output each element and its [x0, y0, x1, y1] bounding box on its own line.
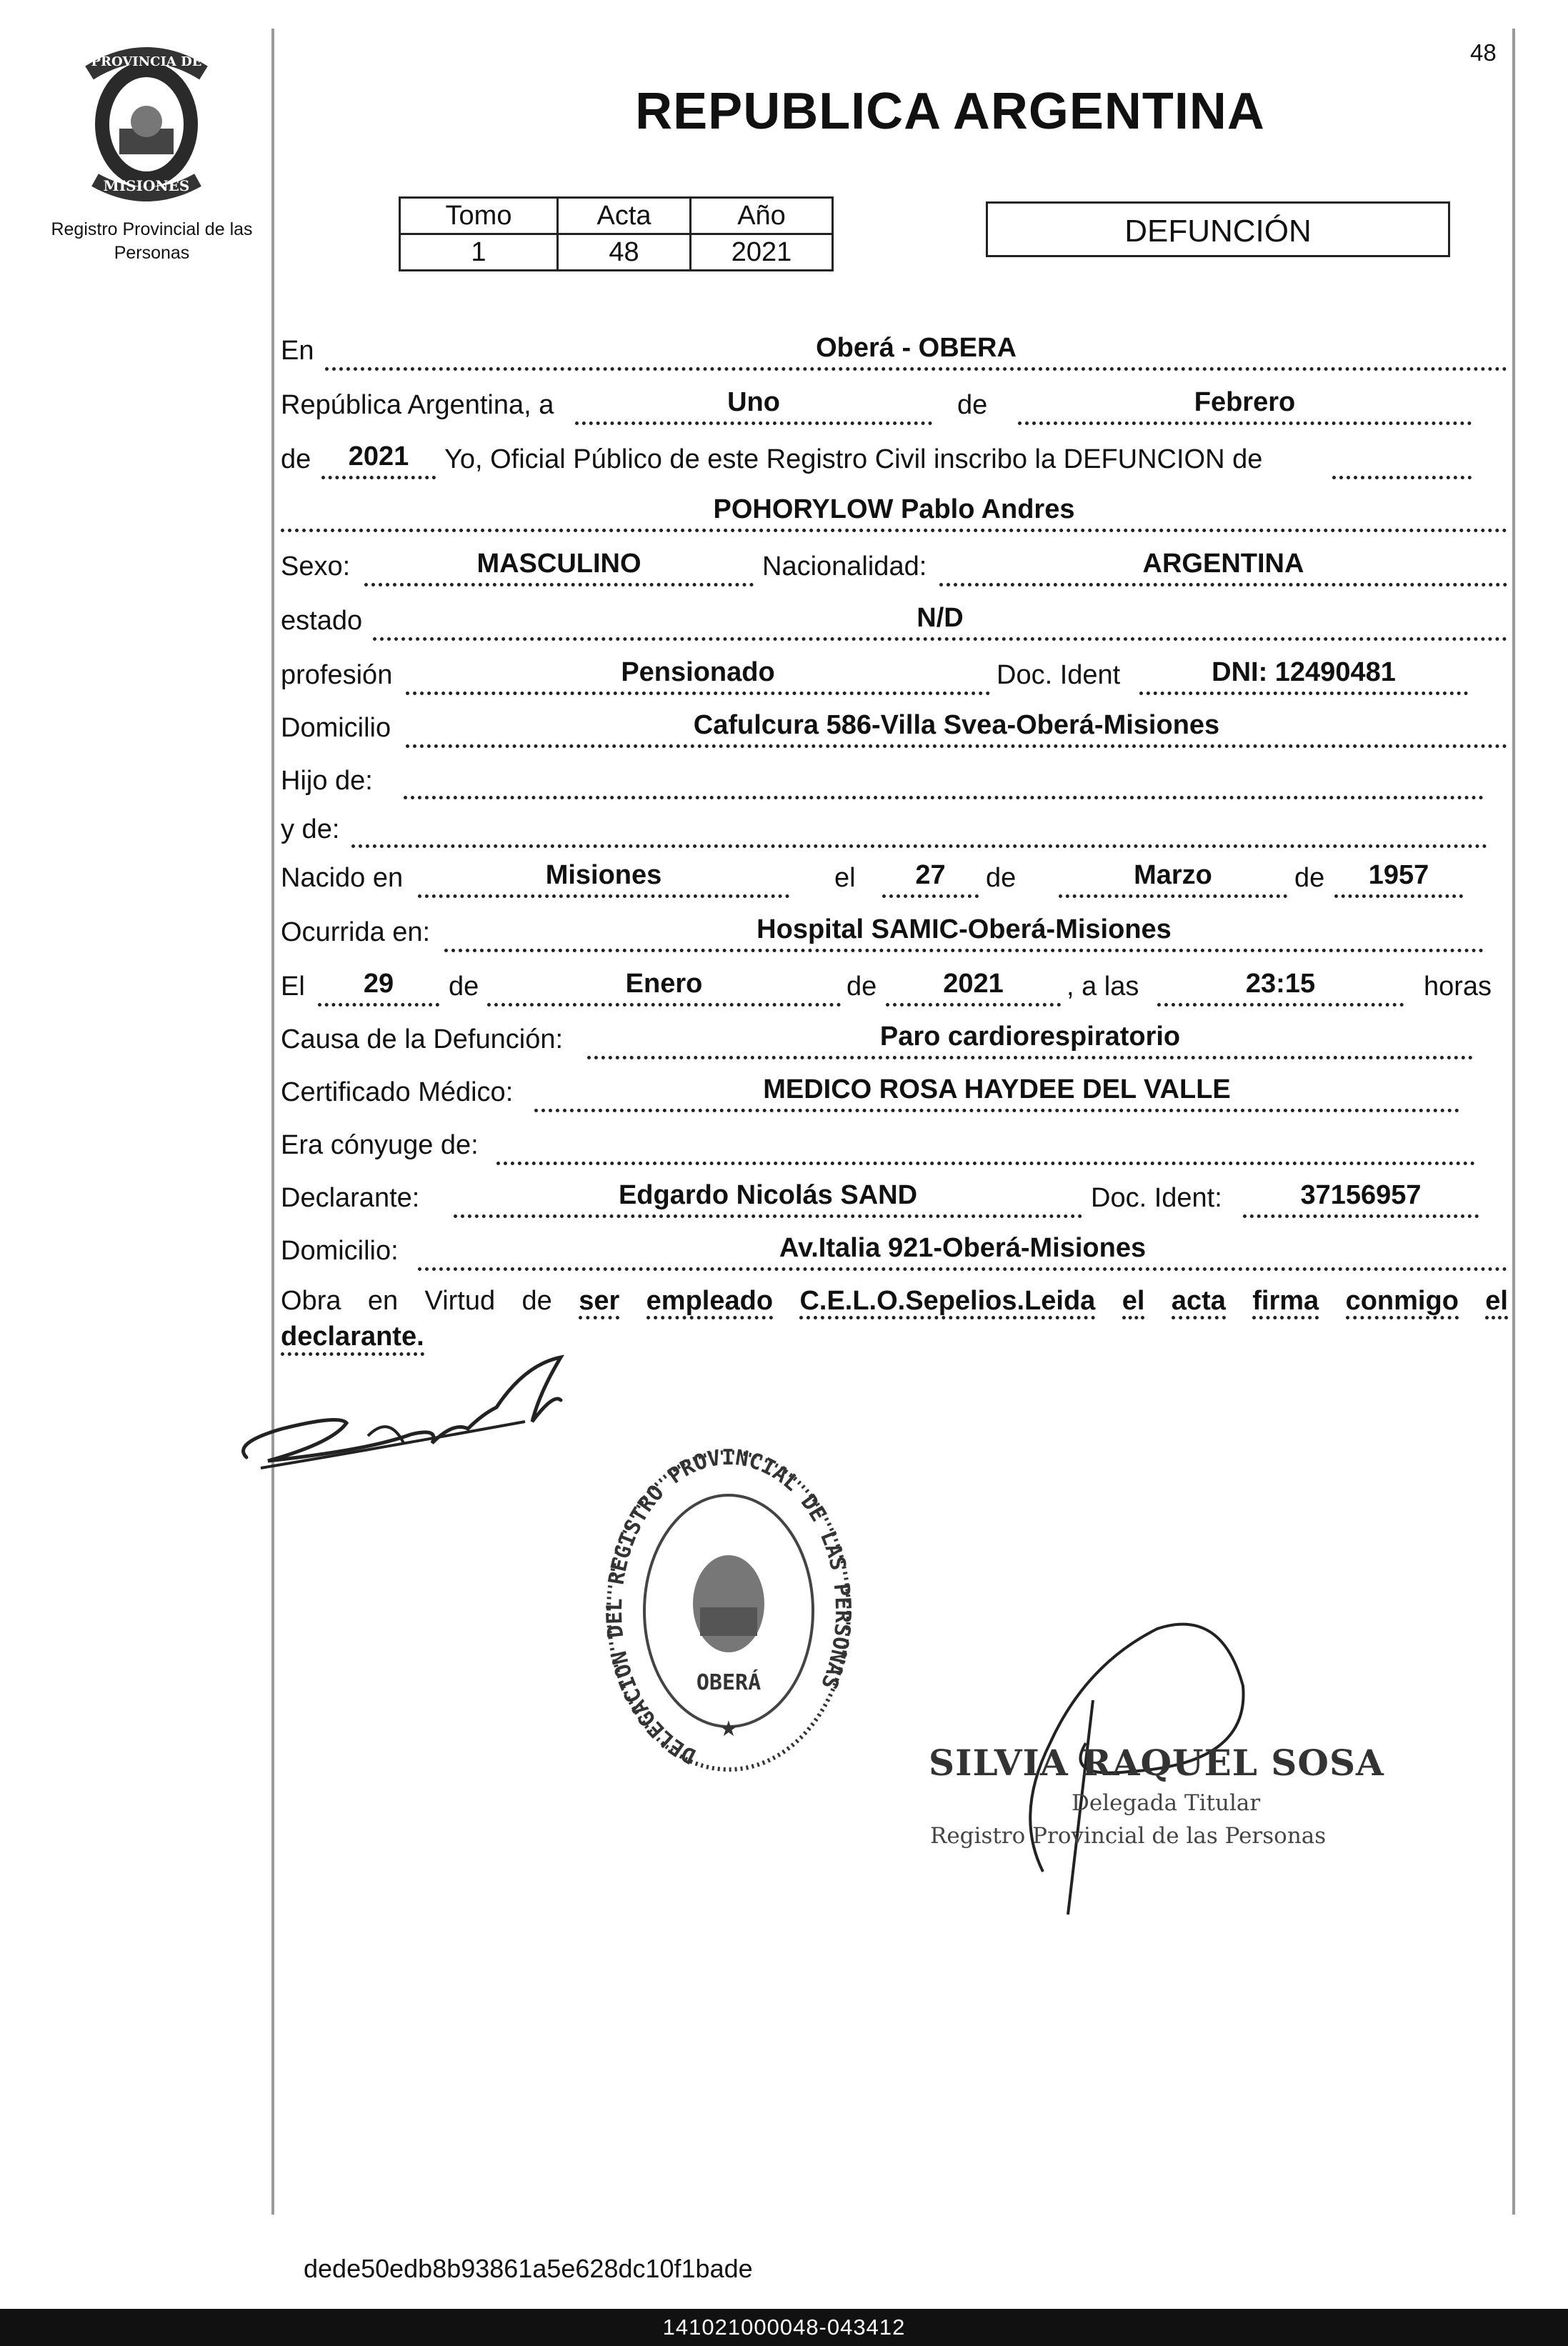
label-de-nac-anio: de [1294, 863, 1325, 893]
line-estado [373, 637, 1507, 641]
obra-word: conmigo [1346, 1286, 1459, 1319]
line-ocurrida-en [444, 949, 1484, 952]
line-declarante [454, 1214, 1082, 1218]
label-conyuge: Era cónyuge de: [281, 1130, 479, 1160]
label-doc-ident: Doc. Ident [997, 660, 1121, 690]
line-nac-mes [1059, 894, 1287, 898]
value-nac-anio: 1957 [1368, 860, 1429, 890]
logo-text-top: PROVINCIA DE [91, 54, 202, 69]
obra-word: ser [579, 1286, 619, 1319]
label-horas: horas [1424, 972, 1492, 1002]
line-conyuge [496, 1162, 1475, 1165]
value-def-mes: Enero [625, 969, 703, 999]
label-el-def: El [281, 972, 305, 1002]
line-sexo [364, 583, 754, 586]
value-declarante-doc: 37156957 [1300, 1180, 1422, 1210]
value-def-dia: 29 [363, 969, 394, 999]
line-def-anio [886, 1003, 1061, 1007]
label-yo-texto: Yo, Oficial Público de este Registro Civil inscribo la DEFUNCION de [444, 444, 1263, 474]
obra-word: acta [1172, 1286, 1226, 1319]
page-number: 48 [1470, 39, 1497, 66]
document-hash: dede50edb8b93861a5e628dc10f1bade [304, 2254, 753, 2283]
value-mes-registro: Febrero [1194, 387, 1296, 417]
anio-header: Año [691, 198, 833, 234]
line-nac-dia [882, 894, 979, 898]
value-sexo: MASCULINO [476, 549, 641, 579]
value-nacido-en: Misiones [545, 860, 662, 890]
line-dia-registro [575, 421, 932, 425]
record-number-table [399, 196, 834, 271]
value-declarante-domicilio: Av.Italia 921-Oberá-Misiones [779, 1233, 1147, 1263]
label-a-las: , a las [1067, 972, 1139, 1002]
line-hijo-de [404, 796, 1484, 799]
acta-value: 48 [558, 234, 691, 271]
value-certificado: MEDICO ROSA HAYDEE DEL VALLE [763, 1074, 1231, 1104]
label-causa: Causa de la Defunción: [281, 1024, 564, 1054]
official-role: Delegada Titular [1072, 1790, 1261, 1816]
label-de-mes: de [957, 390, 988, 420]
obra-word: el [1485, 1286, 1508, 1319]
value-declarante: Edgardo Nicolás SAND [618, 1180, 918, 1210]
line-def-mes [487, 1003, 841, 1007]
value-obra-continuation: declarante. [281, 1322, 424, 1356]
line-nombre [281, 529, 1507, 532]
line-nac-anio [1334, 894, 1463, 898]
line-nacionalidad [939, 583, 1507, 586]
acta-header: Acta [558, 198, 691, 234]
value-doc-ident: DNI: 12490481 [1212, 657, 1396, 687]
line-continuation [1332, 476, 1472, 479]
label-certificado: Certificado Médico: [281, 1077, 514, 1107]
official-name: SILVIA RAQUEL SOSA [929, 1742, 1384, 1784]
label-obra-de: de [521, 1286, 552, 1316]
line-causa [587, 1056, 1473, 1059]
line-anio-registro [321, 476, 436, 479]
label-de-def-anio: de [847, 972, 877, 1002]
label-nacionalidad: Nacionalidad: [762, 551, 927, 581]
label-sexo: Sexo: [281, 551, 351, 581]
label-declarante-domicilio: Domicilio: [281, 1236, 399, 1266]
value-nombre: POHORYLOW Pablo Andres [713, 494, 1075, 524]
line-domicilio [406, 744, 1507, 748]
label-de-anio: de [281, 444, 311, 474]
value-dia-registro: Uno [727, 387, 780, 417]
obra-en-virtud-line [281, 1286, 1508, 1317]
obra-word: C.E.L.O.Sepelios.Leida [799, 1286, 1095, 1319]
label-obra-virtud: Virtud [424, 1286, 496, 1316]
line-doc-ident [1139, 692, 1468, 695]
obra-word: firma [1252, 1286, 1319, 1319]
label-republica: República Argentina, a [281, 390, 554, 420]
tomo-header: Tomo [400, 198, 558, 234]
label-declarante-doc: Doc. Ident: [1091, 1183, 1222, 1213]
value-profesion: Pensionado [621, 657, 775, 687]
label-obra-en: en [367, 1286, 399, 1316]
line-declarante-doc [1243, 1214, 1479, 1218]
label-nacido-en: Nacido en [281, 863, 404, 893]
country-title: REPUBLICA ARGENTINA [635, 83, 1265, 140]
value-causa: Paro cardiorespiratorio [879, 1022, 1181, 1052]
label-declarante: Declarante: [281, 1183, 420, 1213]
line-profesion [406, 692, 990, 695]
value-estado: N/D [917, 603, 964, 633]
organization-name: Registro Provincial de las Personas [51, 219, 253, 263]
document-code-bar: 141021000048-043412 [0, 2309, 1568, 2346]
province-coat-of-arms-logo [75, 44, 218, 201]
value-def-hora: 23:15 [1245, 969, 1316, 999]
value-anio-registro: 2021 [348, 441, 409, 471]
value-def-anio: 2021 [943, 969, 1004, 999]
line-lugar [325, 367, 1507, 371]
line-certificado [534, 1109, 1459, 1112]
left-margin-line [271, 29, 274, 2215]
line-mes-registro [1018, 421, 1472, 425]
star-icon: ★ [719, 1717, 739, 1741]
declarant-signature [225, 1343, 582, 1500]
value-nac-dia: 27 [915, 860, 946, 890]
line-declarante-domicilio [418, 1267, 1507, 1271]
label-hijo-de: Hijo de: [281, 766, 373, 796]
tomo-value: 1 [400, 234, 558, 271]
logo-text-bottom: MISIONES [103, 177, 190, 194]
value-nac-mes: Marzo [1134, 860, 1212, 890]
line-def-hora [1157, 1003, 1404, 1007]
label-ocurrida-en: Ocurrida en: [281, 917, 431, 947]
registry-stamp [600, 1443, 857, 1779]
value-nacionalidad: ARGENTINA [1142, 549, 1304, 579]
line-nacido-en [418, 894, 789, 898]
record-type-box: DEFUNCIÓN [986, 201, 1450, 257]
label-obra: Obra [281, 1286, 341, 1316]
stamp-city: OBERÁ [696, 1670, 761, 1695]
value-ocurrida-en: Hospital SAMIC-Oberá-Misiones [756, 914, 1172, 944]
line-y-de [351, 844, 1487, 848]
value-lugar: Oberá - OBERA [816, 333, 1017, 363]
label-y-de: y de: [281, 814, 340, 844]
label-de-nac-mes: de [986, 863, 1017, 893]
label-de-def-mes: de [449, 972, 479, 1002]
obra-word: el [1122, 1286, 1145, 1319]
right-margin-line [1512, 29, 1515, 2215]
label-domicilio: Domicilio [281, 713, 391, 743]
stamp-ring-text: DELEGACION DEL REGISTRO PROVINCIAL DE LAS PERSONAS [601, 1444, 856, 1769]
official-office: Registro Provincial de las Personas [930, 1823, 1327, 1849]
anio-value: 2021 [691, 234, 833, 271]
line-def-dia [318, 1003, 439, 1007]
label-estado: estado [281, 606, 363, 636]
label-en: En [281, 336, 314, 366]
obra-word: empleado [646, 1286, 773, 1319]
value-domicilio: Cafulcura 586-Villa Svea-Oberá-Misiones [693, 710, 1220, 740]
label-el-nac: el [834, 863, 856, 893]
label-profesion: profesión [281, 660, 393, 690]
